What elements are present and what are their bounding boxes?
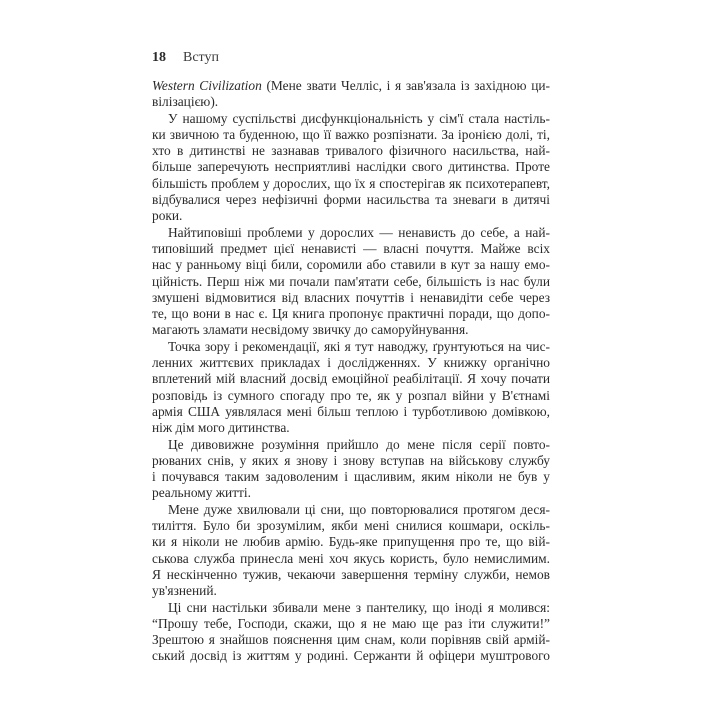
paragraph (152, 600, 550, 665)
text-line: ув'язнений. (152, 583, 217, 599)
text-line: армія США уявлялася мені більш теплою і турботливою домівкою, (152, 403, 550, 419)
text-line: магають зламати несвідому звичку до саморуйнування. (152, 322, 469, 338)
italic-title: Western Civilization (152, 78, 262, 93)
text-line: хто в дитинстві не зазнавав тривалого фізичного насильства, най- (152, 143, 550, 159)
page-header (152, 48, 550, 68)
text-line: ційність. Перш ніж ми почали пам'ятати себе, більшість із нас були (152, 273, 550, 289)
text-line: і почувався таким задоволеним і щасливим, яким ніколи не був у (152, 469, 550, 485)
text-line: те, що вони в нас є. Ця книга пропонує практичні поради, що допо- (152, 306, 550, 322)
text-line: ки я ніколи не любив армію. Будь-яке припущення про те, що вій- (152, 534, 550, 550)
text-line: Точка зору і рекомендації, які я тут наводжу, ґрунтуються на чис- (168, 338, 550, 354)
text-line: змушені відмовитися від власних почуттів і ненавидіти себе через (152, 289, 550, 305)
text-line: більшість проблем у дорослих, що їх я спостерігав як психотерапевт, (152, 175, 550, 191)
text-line (152, 78, 550, 94)
paragraph (152, 437, 550, 502)
text-line: ки звичною та буденною, що її важко розпізнати. За іронією долі, ті, (152, 126, 550, 142)
text-line: “Прошу тебе, Господи, скажи, що я не маю ще раз іти служити!” (152, 615, 550, 631)
paragraph (152, 78, 550, 111)
text-line: відбувалися через нефізичні форми насильства та зневаги в дитячі (152, 192, 550, 208)
text-line: типовіший предмет цієї ненависті — власні почуття. Майже всіх (152, 240, 550, 256)
text-line: більше заперечують несприятливі наслідки свого дитинства. Проте (152, 159, 550, 175)
book-page (152, 48, 550, 665)
paragraph (152, 339, 550, 437)
text-line: розповідь із сумного спогаду про те, як у розпал війни у В'єтнамі (152, 387, 550, 403)
text-line: Найтиповіші проблеми у дорослих — ненависть до себе, а най- (168, 224, 550, 240)
text-line: Це дивовижне розуміння прийшло до мене після серії повто- (168, 436, 550, 452)
text-line: реальному житті. (152, 485, 251, 501)
text-line: вплетений мій власний досвід емоційної реабілітації. Я хочу почати (152, 371, 550, 387)
text-line: ленних життєвих прикладах і дослідженнях. У книжку органічно (152, 355, 550, 371)
paragraph (152, 111, 550, 225)
page-number: 18 (152, 50, 166, 65)
text-span: (Мене звати Челліс, і я зав'язала із західною ци- (261, 78, 550, 93)
text-line: ськова служба принесла мені хоч якусь користь, було немислимим. (152, 550, 550, 566)
text-line: роки. (152, 208, 183, 224)
text-line: Ці сни настільки збивали мене з пантелику, що іноді я молився: (168, 599, 550, 615)
text-line: Зрештою я знайшов пояснення цим снам, коли порівняв свій армій- (152, 632, 550, 648)
text-line: У нашому суспільстві дисфункціональність у сім'ї стала настіль- (168, 110, 550, 126)
text-line: Мене дуже хвилювали ці сни, що повторювалися протягом деся- (168, 501, 550, 517)
running-head: Вступ (183, 50, 219, 65)
paragraph (152, 225, 550, 339)
text-line: тиліття. Було би зрозумілим, якби мені снилися кошмари, оскіль- (152, 518, 550, 534)
text-line: ський досвід із життям у родині. Сержанти й офіцери муштрового (152, 648, 550, 664)
page-body (152, 78, 550, 665)
text-line: вілізацією). (152, 94, 219, 110)
text-line: Я нескінченно тужив, чекаючи завершення терміну служби, немов (152, 566, 550, 582)
paragraph (152, 502, 550, 600)
text-line: рюваних снів, у яких я знову і знову вступав на військову службу (152, 452, 550, 468)
text-line: нас у ранньому віці били, соромили або ставили в кут за нашу емо- (152, 257, 550, 273)
text-line: ніж дім мого дитинства. (152, 420, 290, 436)
